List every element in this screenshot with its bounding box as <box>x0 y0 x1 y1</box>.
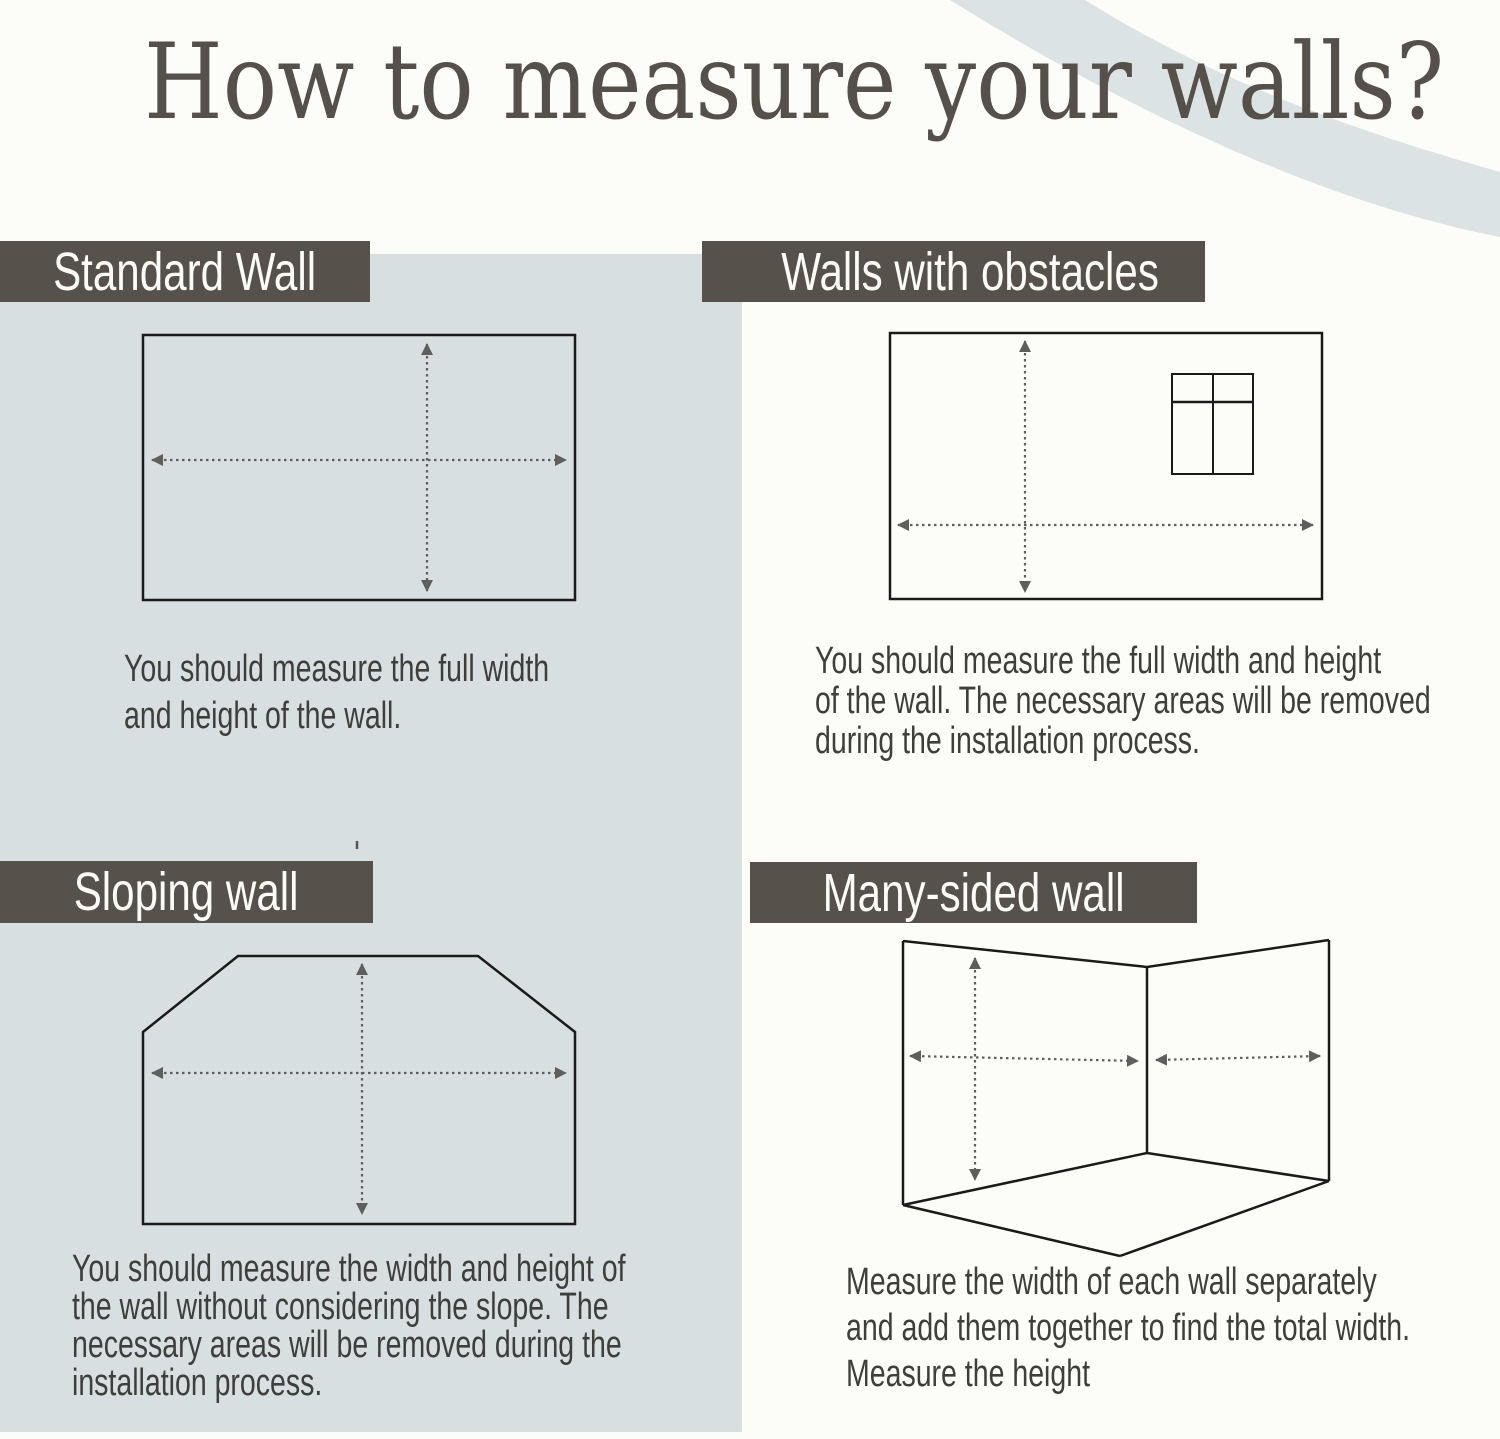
floor-front-right <box>1120 1181 1329 1256</box>
window-icon <box>1172 374 1253 474</box>
section-header-label: Standard Wall <box>53 241 317 302</box>
sloping-wall-description: You should measure the width and height of the wall without considering the slope. The necessary areas will be removed during the installation process. <box>72 1248 626 1404</box>
obstacles-wall-diagram <box>890 333 1322 599</box>
sloping-wall-diagram <box>143 956 575 1224</box>
left-wall-bottom <box>903 1153 1147 1205</box>
many-sided-wall-diagram <box>903 940 1329 1256</box>
floor-front-left <box>903 1205 1120 1256</box>
section-header-label: Many-sided wall <box>822 862 1125 923</box>
section-header-label: Sloping wall <box>74 862 299 922</box>
section-header-walls-with-obstacles <box>702 241 1205 302</box>
wall-outline <box>143 956 575 1224</box>
right-wall-bottom <box>1147 1153 1329 1181</box>
many-sided-wall-description: Measure the width of each wall separately and add them together to find the total width. Measure the height <box>846 1261 1411 1395</box>
standard-wall-diagram <box>143 335 575 600</box>
right-width-arrow <box>1156 1056 1320 1060</box>
wall-outline <box>890 333 1322 599</box>
wall-outline <box>143 335 575 600</box>
section-header-many-sided-wall <box>750 862 1197 923</box>
page-title: How to measure your walls? <box>144 21 1445 143</box>
obstacles-wall-description: You should measure the full width and height of the wall. The necessary areas will be removed during the installation process. <box>815 640 1431 762</box>
section-header-standard-wall <box>0 241 370 302</box>
standard-wall-description: You should measure the full width and height of the wall. <box>124 648 550 737</box>
section-header-label: Walls with obstacles <box>781 241 1160 302</box>
section-header-sloping-wall <box>0 861 373 923</box>
left-width-arrow <box>910 1056 1138 1061</box>
wall-top-edges <box>903 940 1329 967</box>
